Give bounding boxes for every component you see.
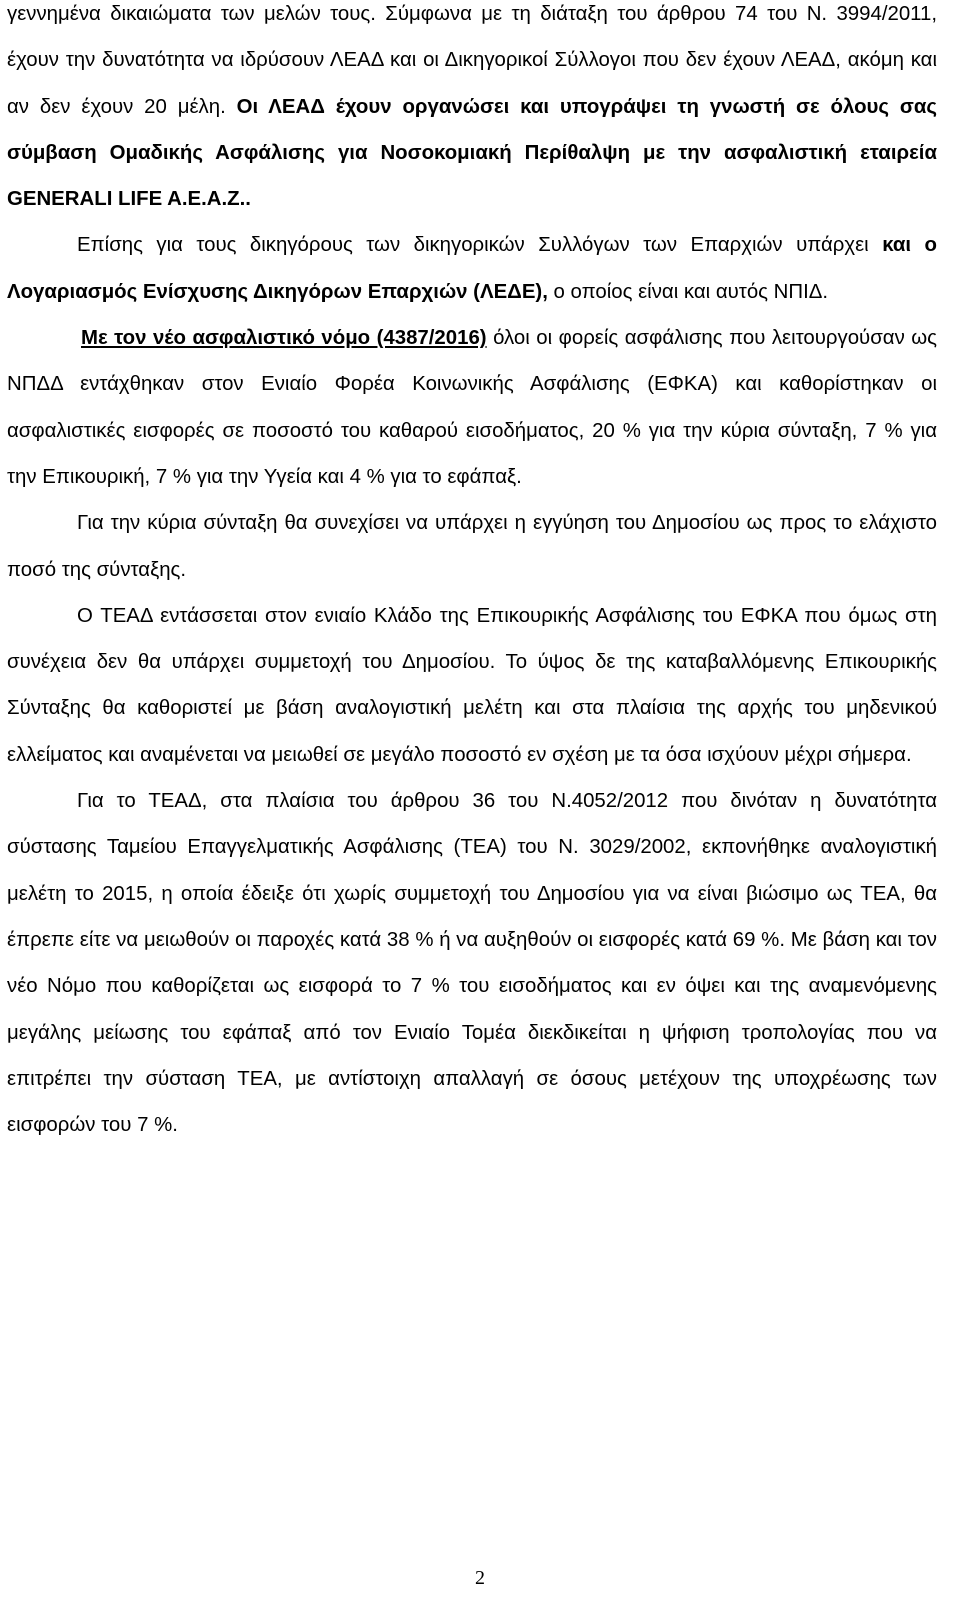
paragraph-1-bold-text: Οι ΛΕΑΔ έχουν οργανώσει και υπογράψει τη γνωστή σε όλους σας σύμβαση Ομαδικής Ασφάλισης για Νοσοκομιακή Περίθαλψη με την ασφαλιστική εταιρεία GENERALI LIFE A.E.A.Z.. (7, 95, 937, 211)
paragraph-4 (7, 500, 937, 593)
document-body (7, 0, 937, 1148)
paragraph-5 (7, 593, 937, 778)
paragraph-2-text-a: Επίσης για τους δικηγόρους των δικηγορικών Συλλόγων των Επαρχιών υπάρχει (77, 234, 883, 257)
paragraph-3-heading-text: Με τον νέο ασφαλιστικό νόμο (4387/2016) (81, 327, 487, 350)
paragraph-4-text: Για την κύρια σύνταξη θα συνεχίσει να υπάρχει η εγγύηση του Δημοσίου ως προς το ελάχιστο ποσό της σύνταξης. (7, 512, 937, 581)
paragraph-2-bold-text: και ο Λογαριασμός Ενίσχυσης Δικηγόρων Επαρχιών (ΛΕΔΕ), (7, 234, 937, 303)
paragraph-1-text: γεννημένα δικαιώματα των μελών τους. Σύμφωνα με τη διάταξη του άρθρου 74 του Ν. 3994/2011, έχουν την δυνατότητα να ιδρύσουν ΛΕΑΔ και οι Δικηγορικοί Σύλλογοι που δεν έχουν ΛΕΑΔ, ακόμη και αν δεν έχουν 20 μέλη. (7, 3, 937, 118)
paragraph-2 (7, 222, 937, 315)
paragraph-6 (7, 778, 937, 1148)
paragraph-3 (7, 315, 937, 500)
paragraph-6-text: Για το ΤΕΑΔ, στα πλαίσια του άρθρου 36 του Ν.4052/2012 που δινόταν η δυνατότητα σύστασης Ταμείου Επαγγελματικής Ασφάλισης (ΤΕΑ) του Ν. 3029/2002, εκπονήθηκε αναλογιστική μελέτη το 2015, η οποία έδειξε ότι χωρίς συμμετοχή του Δημοσίου για να είναι βιώσιμο ως ΤΕΑ, θα έπρεπε είτε να μειωθούν οι παροχές κατά 38 % ή να αυξηθούν οι εισφορές κατά 69 %. Με βάση και τον νέο Νόμο που καθορίζεται ως εισφορά το 7 % του εισοδήματος και εν όψει και της αναμενόμενης μεγάλης μείωσης του εφάπαξ από τον Ενιαίο Τομέα διεκδικείται η ψήφιση τροπολογίας που να επιτρέπει την σύσταση ΤΕΑ, με αντίστοιχη απαλλαγή σε όσους μετέχουν της υποχρέωσης των εισφορών του 7 %. (7, 790, 937, 1137)
paragraph-1 (7, 0, 937, 222)
paragraph-5-text: Ο ΤΕΑΔ εντάσσεται στον ενιαίο Κλάδο της Επικουρικής Ασφάλισης του ΕΦΚΑ που όμως στη συνέχεια δεν θα υπάρχει συμμετοχή του Δημοσίου. Το ύψος δε της καταβαλλόμενης Επικουρικής Σύνταξης θα καθοριστεί με βάση αναλογιστική μελέτη και στα πλαίσια της αρχής του μηδενικού ελλείματος και αναμένεται να μειωθεί σε μεγάλο ποσοστό εν σχέση με τα όσα ισχύουν μέχρι σήμερα. (7, 604, 937, 766)
paragraph-2-text-b: ο οποίος είναι και αυτός ΝΠΙΔ. (547, 280, 829, 303)
paragraph-3-text: όλοι οι φορείς ασφάλισης που λειτουργούσαν ως ΝΠΔΔ εντάχθηκαν στον Ενιαίο Φορέα Κοινωνικής Ασφάλισης (ΕΦΚΑ) και καθορίστηκαν οι ασφαλιστικές εισφορές σε ποσοστό του καθαρού εισοδήματος, 20 % για την κύρια σύνταξη, 7 % για την Επικουρική, 7 % για την Υγεία και 4 % για το εφάπαξ. (7, 327, 937, 488)
page-number: 2 (475, 1567, 485, 1589)
